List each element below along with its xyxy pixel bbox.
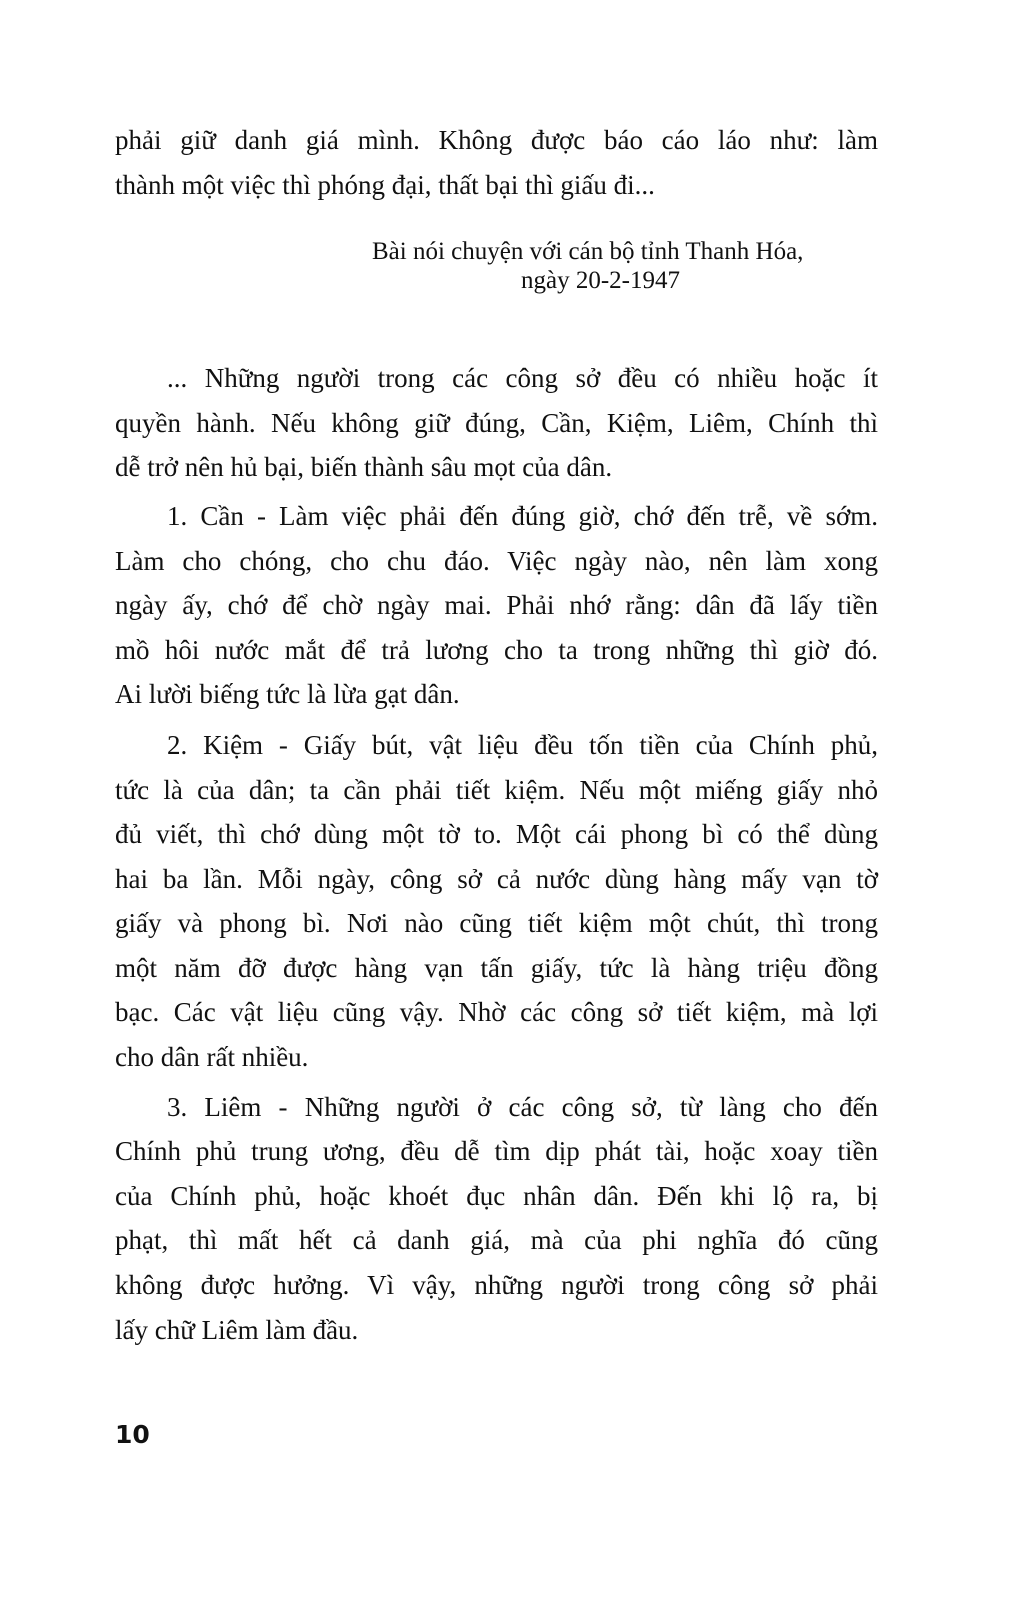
text-line: 1. Cần - Làm việc phải đến đúng giờ, chớ đến trễ, về sớm. [167,501,878,531]
text-line: dễ trở nên hủ bại, biến thành sâu mọt của dân. [115,452,613,482]
text-line: đủ viết, thì chớ dùng một tờ to. Một cái phong bì có thể dùng [115,819,878,849]
text-line: ... Những người trong các công sở đều có nhiều hoặc ít [167,363,878,393]
text-line: thành một việc thì phóng đại, thất bại thì giấu đi... [115,170,655,200]
text-line: phạt, thì mất hết cả danh giá, mà của phi nghĩa đó cũng [115,1225,878,1255]
text-line: không được hưởng. Vì vậy, những người trong công sở phải [115,1270,878,1300]
text-line: phải giữ danh giá mình. Không được báo cáo láo như: làm [115,125,878,155]
text-line: một năm đỡ được hàng vạn tấn giấy, tức là hàng triệu đồng [115,953,878,983]
text-line: Làm cho chóng, cho chu đáo. Việc ngày nào, nên làm xong [115,546,878,576]
text-line: bạc. Các vật liệu cũng vậy. Nhờ các công sở tiết kiệm, mà lợi [115,997,878,1027]
text-line: của Chính phủ, hoặc khoét đục nhân dân. Đến khi lộ ra, bị [115,1181,878,1211]
text-line: giấy và phong bì. Nơi nào cũng tiết kiệm một chút, thì trong [115,908,878,938]
text-line: ngày ấy, chớ để chờ ngày mai. Phải nhớ rằng: dân đã lấy tiền [115,590,878,620]
page-number: 10 [115,1420,150,1449]
text-line: cho dân rất nhiều. [115,1042,309,1072]
text-line: 2. Kiệm - Giấy bút, vật liệu đều tốn tiền của Chính phủ, [167,730,878,760]
citation-date: ngày 20-2-1947 [521,267,680,294]
text-line: mồ hôi nước mắt để trả lương cho ta trong những thì giờ đó. [115,635,878,665]
text-line: quyền hành. Nếu không giữ đúng, Cần, Kiệm, Liêm, Chính thì [115,408,878,438]
text-line: 3. Liêm - Những người ở các công sở, từ làng cho đến [167,1092,878,1122]
text-line: tức là của dân; ta cần phải tiết kiệm. Nếu một miếng giấy nhỏ [115,775,878,805]
citation-source: Bài nói chuyện với cán bộ tỉnh Thanh Hóa, [372,238,804,265]
text-line: Chính phủ trung ương, đều dễ tìm dịp phát tài, hoặc xoay tiền [115,1136,878,1166]
text-line: Ai lười biếng tức là lừa gạt dân. [115,679,460,709]
text-line: lấy chữ Liêm làm đầu. [115,1315,359,1345]
text-line: hai ba lần. Mỗi ngày, công sở cả nước dùng hàng mấy vạn tờ [115,864,878,894]
